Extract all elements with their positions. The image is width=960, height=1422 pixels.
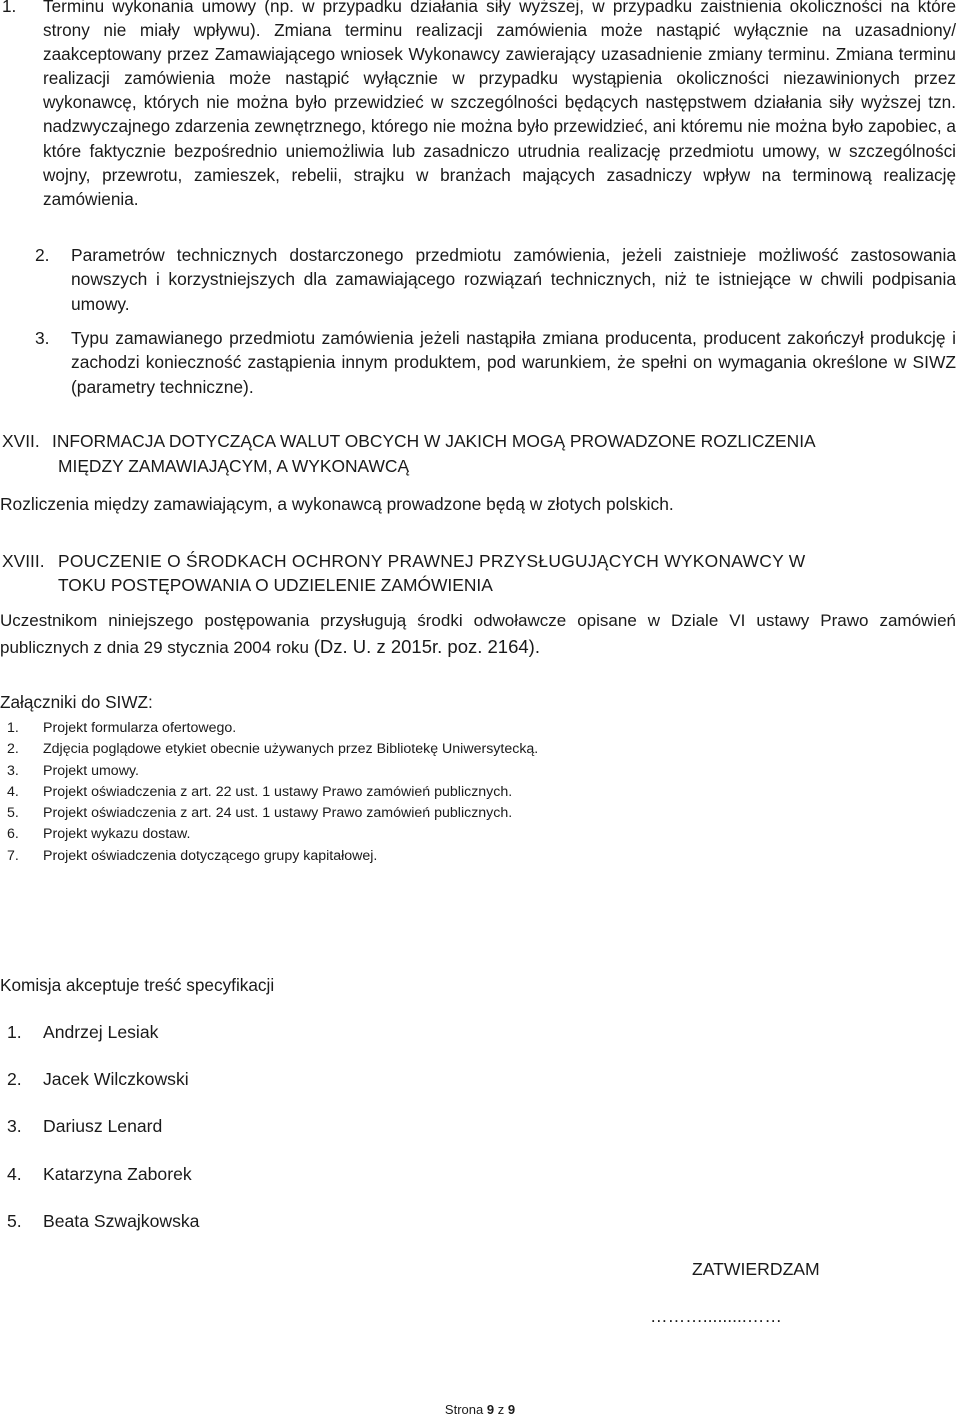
heading-line-2: MIĘDZY ZAMAWIAJĄCYM, A WYKONAWCĄ <box>58 456 410 476</box>
commission-member <box>0 1209 400 1256</box>
member-name: Katarzyna Zaborek <box>43 1163 192 1184</box>
commission-member <box>0 1020 400 1067</box>
item-text: Projekt umowy. <box>43 762 139 779</box>
item-number: 5. <box>7 805 19 822</box>
item-number: 6. <box>7 826 19 843</box>
page-number <box>0 1402 960 1417</box>
item-number: 3. <box>35 328 50 348</box>
item-text: Zdjęcia poglądowe etykiet obecnie używanych przez Bibliotekę Uniwersytecką. <box>43 741 539 758</box>
list-item <box>0 739 900 760</box>
section-18-body <box>0 608 956 661</box>
page-current: 9 <box>486 1402 495 1417</box>
page-prefix: Strona <box>444 1402 484 1417</box>
section-18-body-text: Uczestnikom niniejszego postępowania przysługują środki odwoławcze opisane w Dziale VI ustawy Prawo zamówień publicznych z dnia 29 stycznia 2004 roku <box>0 611 956 657</box>
attachments-list <box>0 718 900 867</box>
commission-member <box>0 1114 400 1161</box>
list-item <box>0 718 900 739</box>
list-item <box>0 824 900 845</box>
member-number: 4. <box>7 1163 22 1184</box>
member-name: Beata Szwajkowska <box>43 1210 200 1231</box>
member-number: 3. <box>7 1116 22 1137</box>
section-number: XVIII. <box>2 551 45 571</box>
commission-member <box>0 1067 400 1114</box>
item-number: 2. <box>35 245 50 265</box>
item-text: Terminu wykonania umowy (np. w przypadku działania siły wyższej, w przypadku zaistnienia okoliczności na które strony nie miały wpływu). Zmiana terminu realizacji zamówienia może nastąpić wyłącznie na uzasadniony/ zaakceptowany przez Zamawiającego wniosek Wykonawcy zawierający uzasadnienie zmiany terminu. Zmiana terminu realizacji zamówienia może nastąpić wyłącznie w przypadku wystąpienia okoliczności niezawinionych przez wykonawcę, których nie można było przewidzieć w szczególności będących następstwem działania siły wyższej tzn. nadzwyczajnego zdarzenia zewnętrznego, którego nie można było przewidzieć, ani któremu nie można było zapobiec, a które faktycznie bezpośrednio uniemożliwia lub zasadniczo utrudnia realizację przedmiotu umowy, w szczególności wojny, przewrotu, zamieszek, rebelii, strajku w branżach mających zasadniczy wpływ na terminową realizację zamówienia. <box>43 0 956 209</box>
item-text: Parametrów technicznych dostarczonego przedmiotu zamówienia, jeżeli zaistnieje możliwość zastosowania nowszych i korzystniejszych dla zamawiającego rozwiązań technicznych, niż te istniejące w chwili podpisania umowy. <box>71 245 956 314</box>
heading-line-1: INFORMACJA DOTYCZĄCA WALUT OBCYCH W JAKICH MOGĄ PROWADZONE ROZLICZENIA <box>52 431 816 451</box>
item-text: Typu zamawianego przedmiotu zamówienia jeżeli nastąpiła zmiana producenta, producent zakończył produkcję i zachodzi konieczność zastąpienia innym produktem, pod warunkiem, że spełni on wymagania określone w SIWZ (parametry techniczne). <box>71 328 956 397</box>
commission-members <box>0 1020 400 1256</box>
page-separator: z <box>497 1402 505 1417</box>
list-item <box>0 803 900 824</box>
member-name: Jacek Wilczkowski <box>43 1069 189 1090</box>
item-text: Projekt wykazu dostaw. <box>43 826 191 843</box>
section-number: XVII. <box>2 431 40 451</box>
list-item <box>0 846 900 867</box>
member-number: 5. <box>7 1210 22 1231</box>
commission-title: Komisja akceptuje treść specyfikacji <box>0 975 275 995</box>
list-item <box>0 761 900 782</box>
item-number: 1. <box>7 720 19 736</box>
item-text: Projekt formularza ofertowego. <box>43 720 237 736</box>
member-number: 1. <box>7 1022 22 1042</box>
member-name: Andrzej Lesiak <box>43 1022 159 1042</box>
member-number: 2. <box>7 1069 22 1090</box>
item-number: 1. <box>2 0 17 16</box>
item-number: 2. <box>7 741 19 758</box>
section-17-body: Rozliczenia między zamawiającym, a wykonawcą prowadzone będą w złotych polskich. <box>0 494 674 514</box>
item-text: Projekt oświadczenia z art. 24 ust. 1 ustawy Prawo zamówień publicznych. <box>43 805 513 822</box>
item-number: 4. <box>7 783 19 800</box>
commission-member <box>0 1162 400 1209</box>
member-name: Dariusz Lenard <box>43 1116 163 1137</box>
heading-line-2: TOKU POSTĘPOWANIA O UDZIELENIE ZAMÓWIENIA <box>58 575 493 595</box>
section-18-citation: (Dz. U. z 2015r. poz. 2164). <box>313 636 540 657</box>
signature-line: ……….........…… <box>650 1306 782 1326</box>
item-number: 7. <box>7 847 19 864</box>
item-text: Projekt oświadczenia dotyczącego grupy kapitałowej. <box>43 847 378 864</box>
approval-label: ZATWIERDZAM <box>692 1259 820 1279</box>
heading-line-1: POUCZENIE O ŚRODKACH OCHRONY PRAWNEJ PRZYSŁUGUJĄCYCH WYKONAWCY W <box>58 551 806 571</box>
item-number: 3. <box>7 762 19 779</box>
list-item <box>0 782 900 803</box>
item-text: Projekt oświadczenia z art. 22 ust. 1 ustawy Prawo zamówień publicznych. <box>43 783 513 800</box>
page-total: 9 <box>507 1402 516 1417</box>
attachments-title: Załączniki do SIWZ: <box>0 692 153 712</box>
